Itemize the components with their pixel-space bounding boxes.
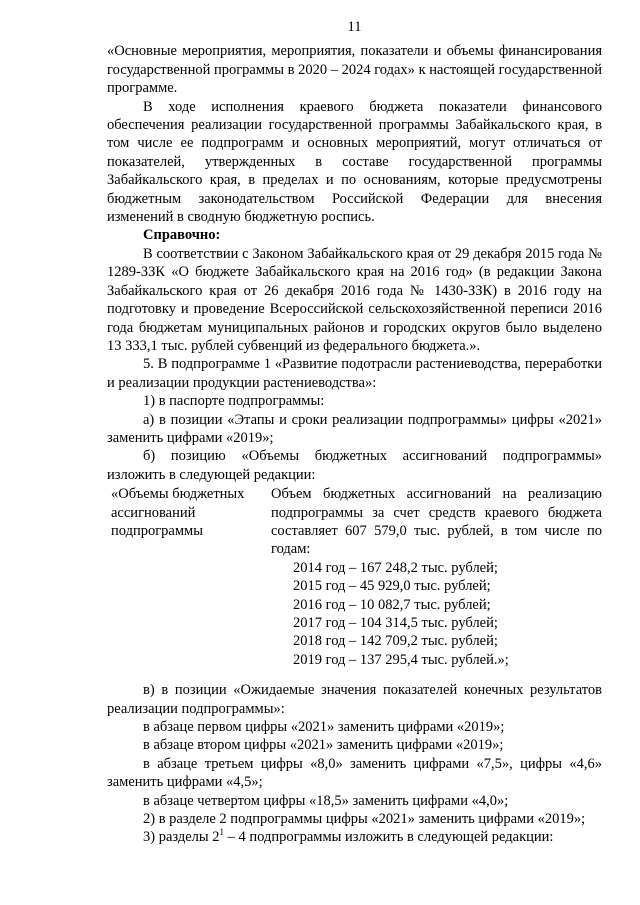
budget-year-line: 2017 год – 104 314,5 тыс. рублей; <box>293 615 498 631</box>
paragraph: В соответствии с Законом Забайкальского края от 29 декабря 2015 года № 1289-ЗЗК «О бюджете Забайкальского края на 2016 год» (в редакции Закона Забайкальского края от 26 декабря 2016 года № 1430-ЗЗК) в 2016 году на подготовку и проведение Всероссийской сельскохозяйственной переписи 2016 года бюджетам муниципальных районов и городских округов было выделено 13 333,1 тыс. рублей субвенций из федерального бюджета.». <box>107 245 602 354</box>
paragraphs-bottom <box>107 681 602 828</box>
budget-year-line: 2014 год – 167 248,2 тыс. рублей; <box>293 559 498 576</box>
last-line-suffix: – 4 подпрограммы изложить в следующей редакции: <box>224 829 554 846</box>
paragraph: б) позицию «Объемы бюджетных ассигнований подпрограммы» изложить в следующей редакции: <box>107 448 602 483</box>
budget-label: «Объемы бюджетных ассигнований подпрограммы <box>111 486 245 539</box>
page-number: 11 <box>347 19 362 35</box>
table-row <box>107 485 602 669</box>
paragraph: а) в позиции «Этапы и сроки реализации подпрограммы» цифры «2021» заменить цифрами «2019»; <box>107 411 602 446</box>
paragraph: 5. В подпрограмме 1 «Развитие подотрасли растениеводства, переработки и реализации продукции растениеводства»: <box>107 356 602 391</box>
paragraphs-top <box>107 42 602 226</box>
budget-years-list <box>271 559 602 669</box>
section-superscript: 1 <box>219 827 225 838</box>
budget-allocations-table <box>107 485 602 669</box>
budget-year-line: 2018 год – 142 709,2 тыс. рублей; <box>293 633 498 650</box>
budget-description-cell <box>271 485 602 669</box>
last-paragraph <box>107 828 602 846</box>
paragraph: в абзаце третьем цифры «8,0» заменить цифрами «7,5», цифры «4,6» заменить цифрами «4,5»; <box>107 755 602 791</box>
paragraph: в абзаце первом цифры «2021» заменить цифрами «2019»; <box>143 719 505 736</box>
paragraph: В ходе исполнения краевого бюджета показатели финансового обеспечения реализации государственной программы Забайкальского края, в том числе ее подпрограмм и основных мероприятий, могут отличаться от показателей, утвержденных в составе государственной программы Забайкальского края, в пределах и по основаниям, которые предусмотрены бюджетным законодательством Российской Федерации для внесения изменений в сводную бюджетную роспись. <box>107 98 602 226</box>
paragraph: в абзаце четвертом цифры «18,5» заменить цифрами «4,0»; <box>143 792 509 809</box>
budget-year-line: 2019 год – 137 295,4 тыс. рублей.»; <box>293 651 509 668</box>
paragraph: в) в позиции «Ожидаемые значения показателей конечных результатов реализации подпрограммы»: <box>107 682 602 717</box>
paragraph: 1) в паспорте подпрограммы: <box>143 393 325 410</box>
budget-year-line: 2016 год – 10 082,7 тыс. рублей; <box>293 596 491 613</box>
reference-heading: Справочно: <box>143 227 221 244</box>
paragraphs-mid <box>107 245 602 484</box>
paragraph: в абзаце втором цифры «2021» заменить цифрами «2019»; <box>143 737 504 754</box>
paragraph: 2) в разделе 2 подпрограммы цифры «2021» заменить цифрами «2019»; <box>143 811 586 828</box>
paragraph: «Основные мероприятия, мероприятия, показатели и объемы финансирования государственной программы в 2020 – 2024 годах» к настоящей государственной программе. <box>107 43 602 97</box>
budget-year-line: 2015 год – 45 929,0 тыс. рублей; <box>293 578 491 595</box>
last-line-prefix: 3) разделы 2 <box>143 829 220 846</box>
budget-description: Объем бюджетных ассигнований на реализацию подпрограммы за счет средств краевого бюджета составляет 607 579,0 тыс. рублей, в том числе по годам: <box>271 486 602 558</box>
